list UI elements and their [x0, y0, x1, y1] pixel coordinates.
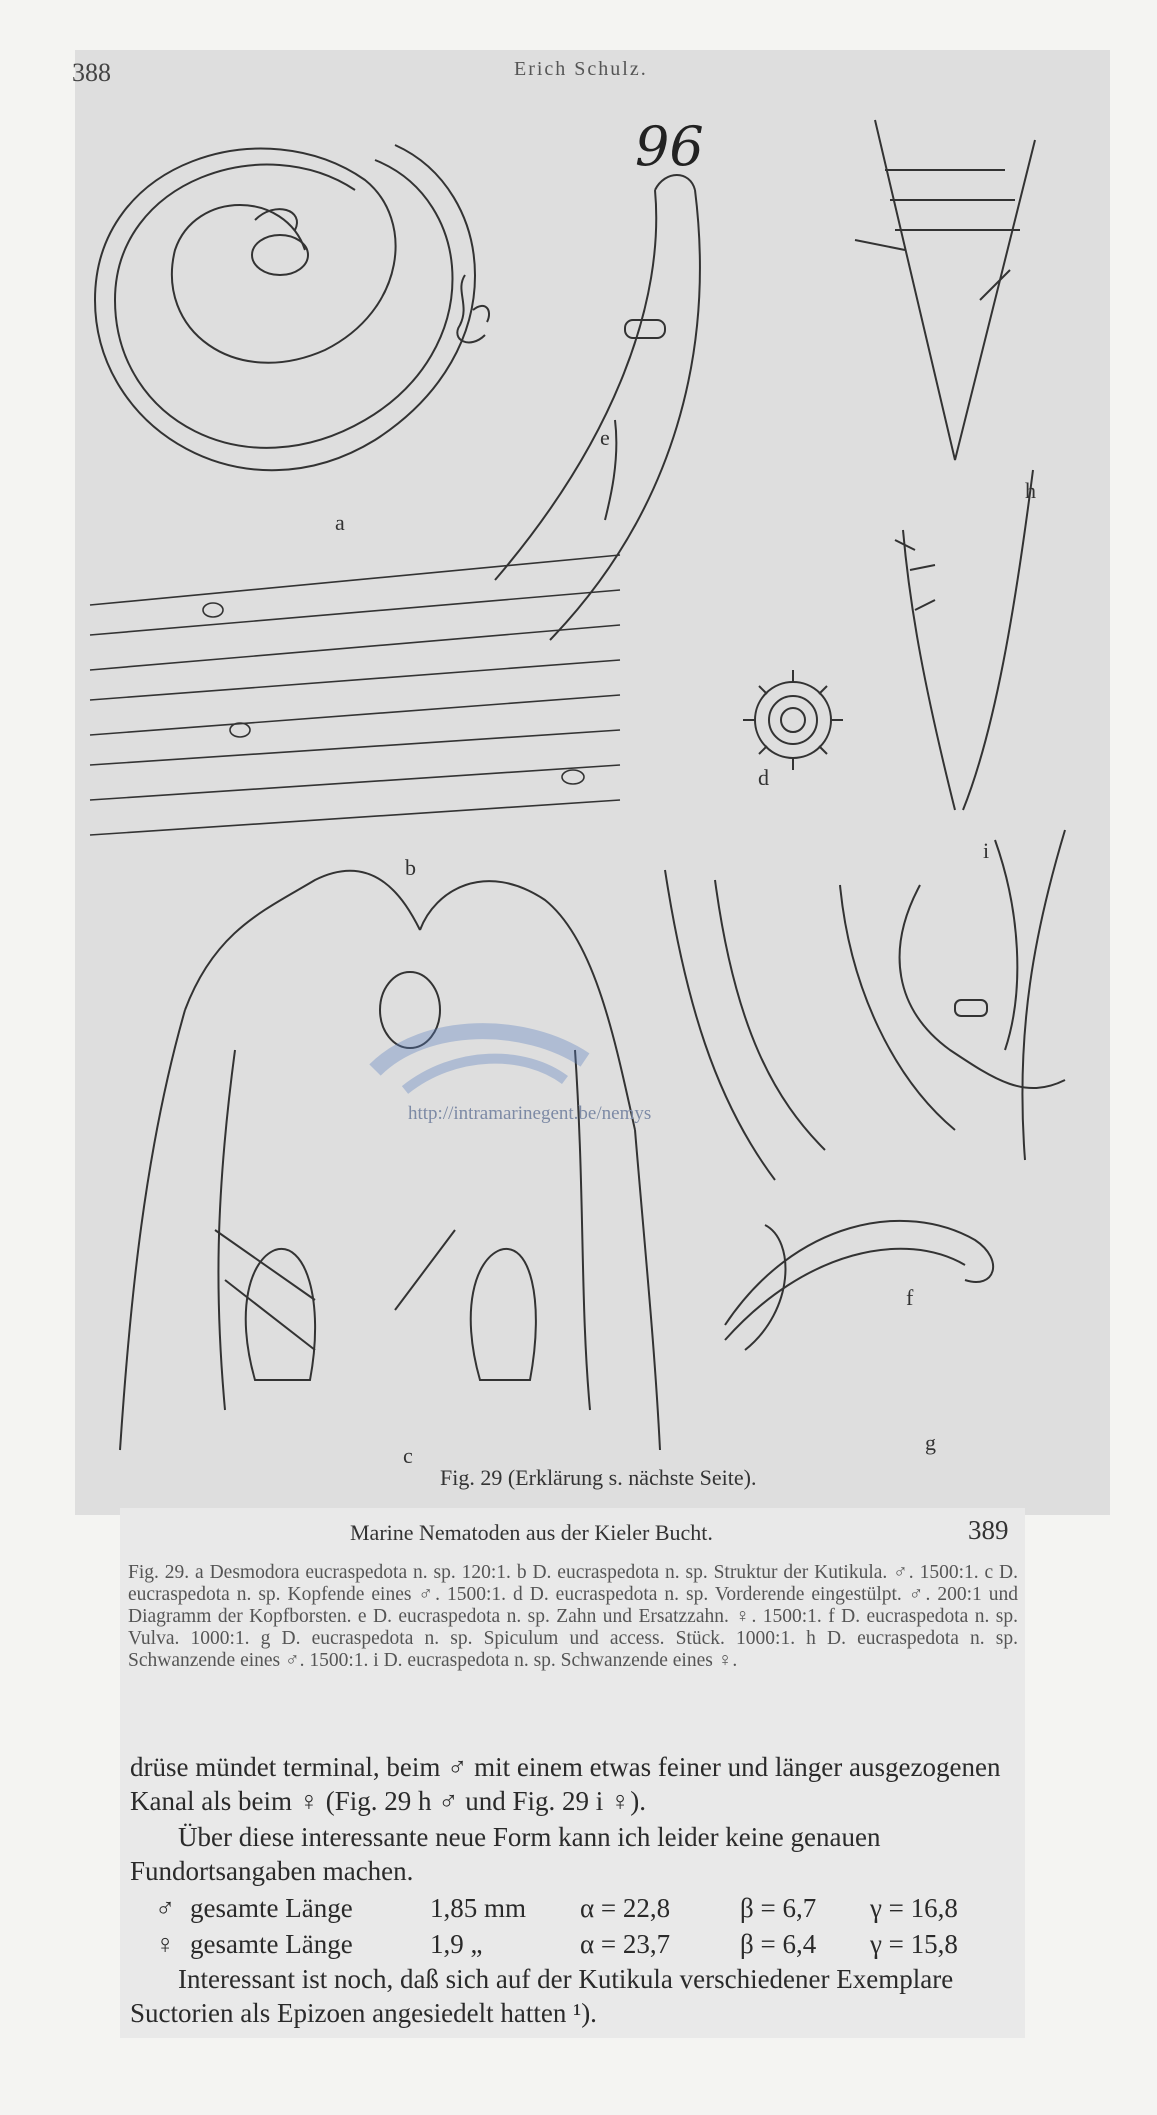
figure-c-head — [120, 871, 660, 1450]
figure-f-vulva — [665, 830, 1065, 1180]
panel-label-g: g — [925, 1430, 936, 1455]
measurement-alpha-male: α = 22,8 — [580, 1893, 671, 1923]
panel-label-d: d — [758, 765, 769, 790]
panel-label-b: b — [405, 855, 416, 880]
watermark-url: http://intramarinegent.be/nemys — [408, 1103, 652, 1124]
figure-plate — [75, 50, 1110, 1515]
figure-caption-left: Fig. 29 (Erklärung s. nächste Seite). — [440, 1465, 757, 1490]
figure-d-diagram — [743, 670, 843, 770]
figure-a-coiled-worm — [95, 145, 475, 470]
figure-b-cuticle — [90, 555, 620, 835]
page-number-right: 389 — [968, 1515, 1009, 1545]
figure-h-tail-male — [855, 120, 1035, 460]
measurement-beta-male: β = 6,7 — [740, 1893, 817, 1923]
figure-drawings — [75, 50, 1110, 1515]
panel-label-a: a — [335, 510, 345, 535]
running-head-left: Erich Schulz. — [514, 58, 648, 80]
measurement-beta-female: β = 6,4 — [740, 1929, 817, 1959]
measurement-alpha-female: α = 23,7 — [580, 1929, 671, 1959]
figure-i-tail-female — [895, 470, 1033, 810]
running-head-right: Marine Nematoden aus der Kieler Bucht. — [350, 1520, 713, 1545]
measurement-sex-male: ♂ — [155, 1893, 176, 1923]
measurement-label-male: gesamte Länge — [190, 1893, 353, 1923]
panel-label-i: i — [983, 838, 990, 863]
figure-anterior-end — [495, 175, 700, 640]
panel-label-h: h — [1025, 478, 1036, 503]
measurement-length-female: 1,9 „ — [430, 1929, 483, 1959]
panel-label-e: e — [600, 425, 610, 450]
figure-g-spiculum — [725, 1221, 993, 1350]
paragraph-2: Über diese interessante neue Form kann ich leider keine genauen Fundortsangaben machen. — [130, 1822, 881, 1886]
measurement-gamma-female: γ = 15,8 — [870, 1929, 958, 1959]
handwritten-note: 96 — [635, 115, 704, 178]
figure-e-tooth — [457, 275, 489, 342]
paragraph-1: drüse mündet terminal, beim ♂ mit einem etwas feiner und länger ausgezogenen Kanal als beim ♀ (Fig. 29 h ♂ und Fig. 29 i ♀). — [130, 1752, 1001, 1816]
measurement-gamma-male: γ = 16,8 — [870, 1893, 958, 1923]
measurement-label-female: gesamte Länge — [190, 1929, 353, 1959]
panel-label-c: c — [403, 1443, 413, 1468]
watermark-logo — [375, 1031, 585, 1090]
figure-legend: Fig. 29. a Desmodora eucraspedota n. sp. 120:1. b D. eucraspedota n. sp. Struktur der Kutikula. ♂. 1500:1. c D. eucraspedota n. sp. Kopfende eines ♂. 1500:1. d D. eucraspedota n. sp. Vorderende eingestülpt. ♂. 200:1 und Diagramm der Kopfborsten. e D. eucraspedota n. sp. Zahn und Ersatzzahn. ♀. 1500:1. f D. eucraspedota n. sp. Vulva. 1000:1. g D. eucraspedota n. sp. Spiculum und access. Stück. 1000:1. h D. eucraspedota n. sp. Schwanzende eines ♂. 1500:1. i D. eucraspedota n. sp. Schwanzende eines ♀. — [128, 1562, 1018, 1671]
panel-label-f: f — [906, 1285, 914, 1310]
measurement-sex-female: ♀ — [155, 1929, 176, 1959]
measurement-length-male: 1,85 mm — [430, 1893, 527, 1923]
paragraph-3: Interessant ist noch, daß sich auf der Kutikula verschiedener Exemplare Suctorien als Epizoen angesiedelt hatten ¹). — [130, 1964, 954, 2028]
page-number-left: 388 — [72, 58, 111, 87]
